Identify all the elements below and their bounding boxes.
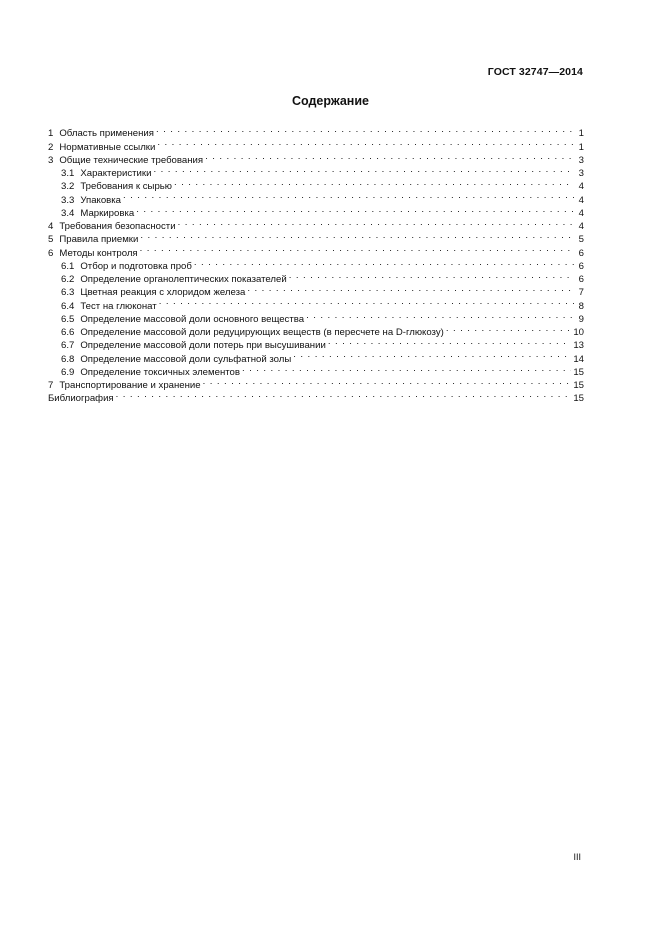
toc-entry-page: 5 <box>578 234 584 246</box>
toc-entry-title: Характеристики <box>80 168 152 179</box>
toc-entry-number: 3.3 <box>61 194 75 206</box>
toc-leader-dots <box>136 203 574 216</box>
toc-entry-number: 7 <box>48 380 54 391</box>
table-of-contents <box>48 123 584 405</box>
toc-entry-number: 6.6 <box>61 327 75 338</box>
toc-entry-title: Определение токсичных элементов <box>80 366 240 378</box>
toc-entry-title: Тест на глюконат <box>80 300 157 312</box>
toc-entry-number: 6.9 <box>61 366 75 378</box>
toc-entry[interactable] <box>48 123 584 140</box>
toc-entry-number: 6.2 <box>61 274 75 285</box>
toc-entry-page: 3 <box>578 154 584 166</box>
toc-leader-dots <box>306 309 574 322</box>
toc-leader-dots <box>203 375 572 388</box>
toc-entry-page: 8 <box>578 300 584 312</box>
document-code: ГОСТ 32747—2014 <box>487 66 583 78</box>
toc-entry-number: 3.1 <box>61 168 75 179</box>
toc-entry-title: Определение массовой доли сульфатной золы <box>80 353 292 365</box>
toc-entry-page: 1 <box>578 141 584 153</box>
toc-entry-page: 15 <box>573 366 584 378</box>
toc-entry-title: Определение массовой доли редуцирующих веществ (в пересчете на D-глюкозу) <box>80 327 444 338</box>
toc-entry-number: 6.8 <box>61 353 75 365</box>
toc-entry-number: 6.3 <box>61 287 75 299</box>
toc-entry[interactable] <box>48 203 584 219</box>
toc-entry-title: Маркировка <box>80 207 135 219</box>
page-number: III <box>573 852 581 862</box>
toc-entry-title: Отбор и подготовка проб <box>80 260 192 272</box>
toc-entry-page: 4 <box>578 221 584 232</box>
toc-leader-dots <box>153 163 574 176</box>
toc-entry-number: 6.4 <box>61 300 75 312</box>
toc-entry-title: Правила приемки <box>59 234 139 246</box>
toc-entry-title: Определение массовой доли потерь при высушивании <box>80 340 326 352</box>
toc-leader-dots <box>140 229 574 242</box>
toc-entry-title: Библиография <box>48 393 114 405</box>
toc-entry-page: 7 <box>578 287 584 299</box>
toc-leader-dots <box>289 269 574 282</box>
toc-entry-title: Требования к сырью <box>80 181 172 193</box>
toc-leader-dots <box>205 150 574 163</box>
toc-leader-dots <box>116 388 572 401</box>
toc-entry-title: Общие технические требования <box>59 154 204 166</box>
toc-entry-page: 14 <box>573 353 584 365</box>
toc-leader-dots <box>156 123 574 136</box>
toc-entry-number: 6.7 <box>61 340 75 352</box>
toc-entry-page: 10 <box>573 327 584 338</box>
toc-entry-title: Определение массовой доли основного вещества <box>80 313 305 325</box>
toc-entry-title: Методы контроля <box>59 247 138 259</box>
toc-entry-page: 6 <box>578 274 584 285</box>
toc-entry-number: 6 <box>48 247 54 259</box>
toc-leader-dots <box>242 362 571 375</box>
toc-title: Содержание <box>291 94 369 108</box>
toc-leader-dots <box>123 189 574 202</box>
toc-leader-dots <box>194 256 574 269</box>
toc-entry-number: 6.1 <box>61 260 75 272</box>
toc-leader-dots <box>247 282 574 295</box>
toc-entry-page: 1 <box>578 128 584 140</box>
toc-entry-page: 4 <box>578 194 584 206</box>
toc-entry-number: 4 <box>48 221 54 232</box>
toc-entry-page: 13 <box>573 340 584 352</box>
toc-entry-page: 4 <box>578 207 584 219</box>
toc-entry-number: 2 <box>48 141 54 153</box>
toc-entry-page: 3 <box>578 168 584 179</box>
toc-entry-title: Упаковка <box>80 194 122 206</box>
toc-entry-number: 3.4 <box>61 207 75 219</box>
toc-leader-dots <box>174 176 574 189</box>
toc-entry-title: Транспортирование и хранение <box>59 380 201 391</box>
toc-entry-number: 6.5 <box>61 313 75 325</box>
toc-leader-dots <box>157 136 574 149</box>
toc-entry-page: 15 <box>573 393 584 405</box>
toc-entry-page: 6 <box>578 247 584 259</box>
toc-entry-title: Цветная реакция с хлоридом железа <box>80 287 246 299</box>
toc-leader-dots <box>140 242 574 255</box>
toc-entry-page: 9 <box>578 313 584 325</box>
toc-entry-page: 15 <box>573 380 584 391</box>
toc-leader-dots <box>159 295 574 308</box>
toc-leader-dots <box>293 348 571 361</box>
toc-leader-dots <box>178 216 574 229</box>
toc-entry[interactable] <box>48 189 584 206</box>
toc-entry-title: Требования безопасности <box>59 221 176 232</box>
toc-entry-number: 3 <box>48 154 54 166</box>
toc-leader-dots <box>446 322 571 335</box>
toc-entry-number: 5 <box>48 234 54 246</box>
toc-entry-title: Определение органолептических показателей <box>80 274 287 285</box>
toc-entry-number: 3.2 <box>61 181 75 193</box>
toc-entry-number: 1 <box>48 128 54 140</box>
toc-entry-page: 6 <box>578 260 584 272</box>
toc-entry[interactable] <box>48 388 584 405</box>
toc-entry-title: Нормативные ссылки <box>59 141 156 153</box>
toc-entry-page: 4 <box>578 181 584 193</box>
toc-leader-dots <box>328 335 572 348</box>
toc-entry-title: Область применения <box>59 128 154 140</box>
